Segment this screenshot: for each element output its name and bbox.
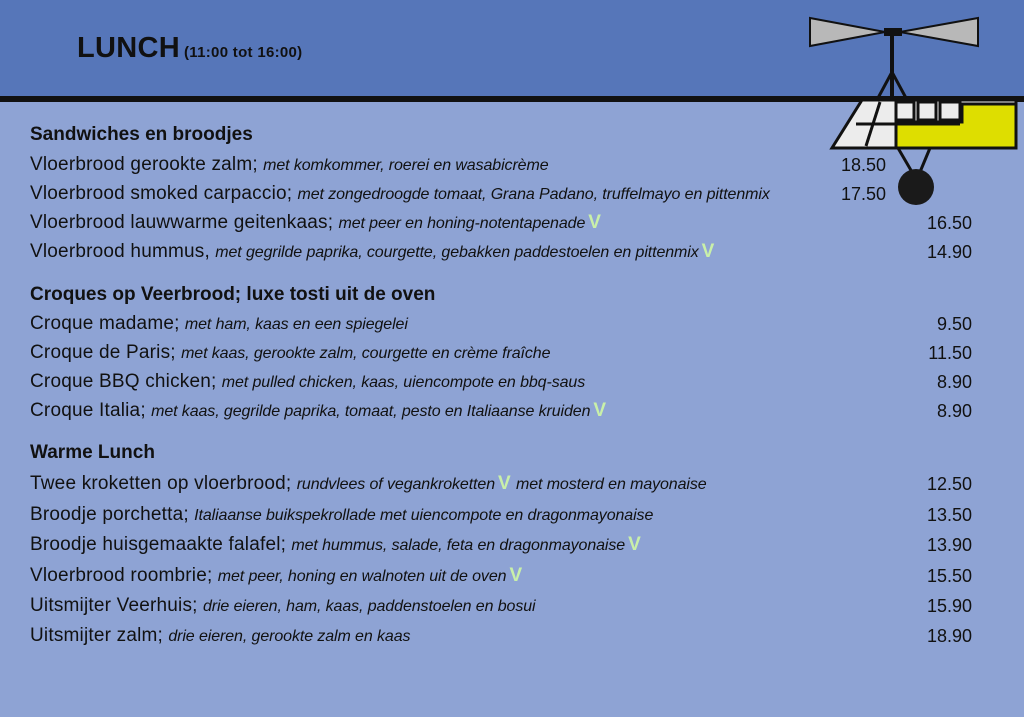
menu-item-price: 18.90 (926, 626, 972, 646)
menu-item: Vloerbrood smoked carpaccio; met zongedroogde tomaat, Grana Padano, truffelmayo en pittenmix (30, 183, 770, 204)
menu-item-price: 18.50 (840, 155, 886, 175)
menu-item-price: 13.90 (926, 535, 972, 555)
vegetarian-badge: V (588, 212, 601, 233)
menu-item: Vloerbrood lauwwarme geitenkaas; met peer en honing-notentapenade V (30, 212, 601, 233)
vegetarian-badge: V (593, 400, 607, 421)
menu-item-price: 15.90 (926, 596, 972, 616)
vegetarian-badge: V (498, 473, 511, 494)
menu-item-price: 9.50 (936, 314, 972, 334)
menu-item-price: 16.50 (926, 213, 972, 233)
section-title-croques: Croques op Veerbrood; luxe tosti uit de oven (30, 284, 436, 305)
menu-item: Uitsmijter zalm; drie eieren, gerookte zalm en kaas (30, 625, 411, 646)
menu-item: Croque madame; met ham, kaas en een spiegelei (30, 313, 408, 334)
menu-item-price: 14.90 (926, 242, 972, 262)
menu-item-price: 11.50 (928, 343, 972, 363)
menu-item: Croque de Paris; met kaas, gerookte zalm, courgette en crème fraîche (30, 342, 551, 363)
menu-item: Broodje huisgemaakte falafel; met hummus, salade, feta en dragonmayonaise V (30, 534, 641, 555)
menu-item: Broodje porchetta; Italiaanse buikspekrollade met uiencompote en dragonmayonaise (30, 504, 654, 525)
menu-item: Uitsmijter Veerhuis; drie eieren, ham, kaas, paddenstoelen en bosui (30, 595, 536, 616)
menu-item: Vloerbrood roombrie; met peer, honing en walnoten uit de oven V (30, 565, 523, 586)
menu-item-price: 8.90 (936, 372, 972, 392)
menu-item: Croque BBQ chicken; met pulled chicken, kaas, uiencompote en bbq-saus (30, 371, 586, 392)
opening-hours: (11:00 tot 16:00) (184, 44, 303, 61)
menu-item: Twee kroketten op vloerbrood; rundvlees of vegankroketten V met mosterd en mayonaise (30, 473, 707, 494)
menu-item: Croque Italia; met kaas, gegrilde paprika, tomaat, pesto en Italiaanse kruiden V (30, 400, 607, 421)
vegetarian-badge: V (509, 565, 523, 586)
vegetarian-badge: V (701, 241, 715, 262)
menu-item: Vloerbrood gerookte zalm; met komkommer, roerei en wasabicrème (30, 154, 549, 175)
menu-item-price: 12.50 (926, 474, 972, 494)
menu-item-price: 13.50 (926, 505, 972, 525)
section-title-sandwiches: Sandwiches en broodjes (30, 124, 253, 145)
menu-item-price: 8.90 (936, 401, 972, 421)
page-title: LUNCH (11:00 tot 16:00) (77, 32, 303, 64)
menu-item-price: 15.50 (926, 566, 972, 586)
section-title-warme-lunch: Warme Lunch (30, 442, 155, 463)
menu-item-price: 17.50 (840, 184, 886, 204)
menu-item: Vloerbrood hummus, met gegrilde paprika, courgette, gebakken paddestoelen en pittenmix V (30, 241, 715, 262)
vegetarian-badge: V (628, 534, 641, 555)
